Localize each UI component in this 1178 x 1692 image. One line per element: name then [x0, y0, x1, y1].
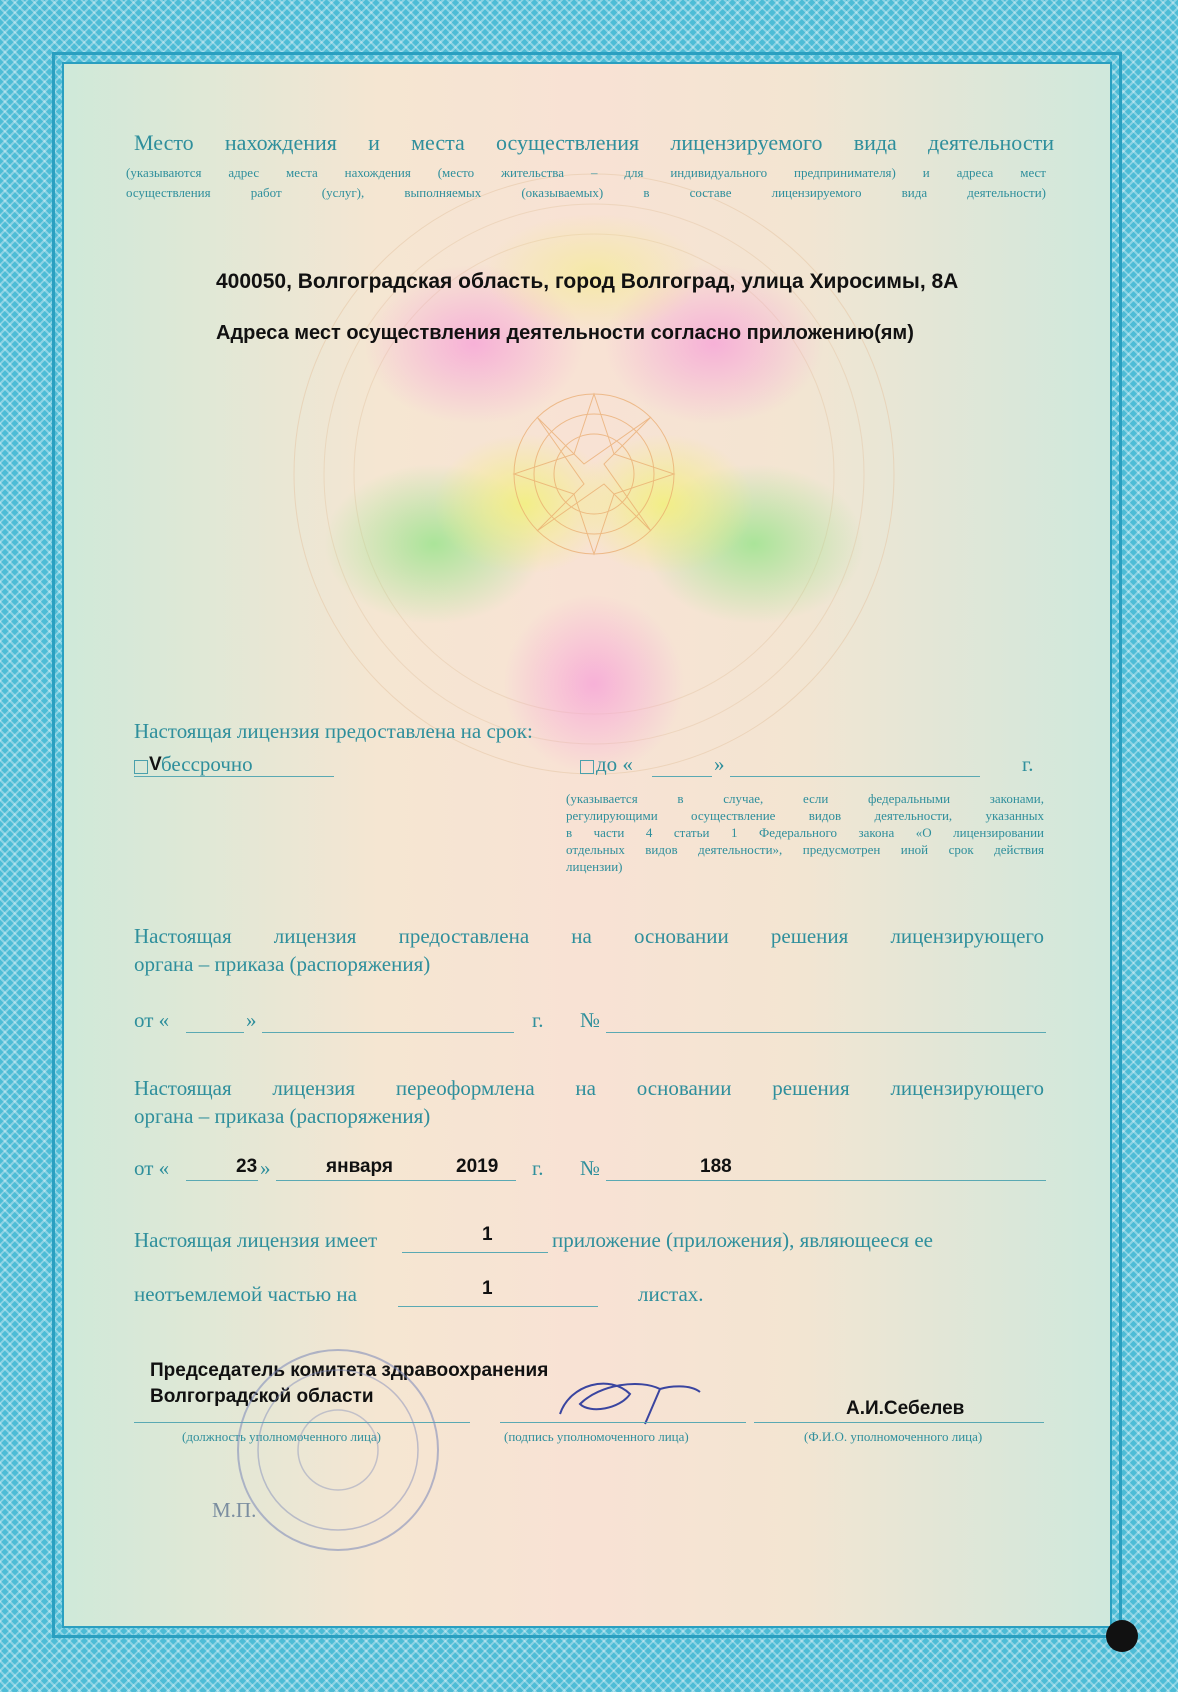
- appendix-line2-start: неотъемлемой частью на: [134, 1282, 357, 1306]
- until-day-line: [652, 776, 712, 777]
- until-date-line: [730, 776, 980, 777]
- section-subtitle-line2: осуществления работ (услуг), выполняемых (оказываемых) в составе лицензируемого вида деятельности): [126, 185, 1046, 200]
- signer-name: А.И.Себелев: [846, 1398, 965, 1419]
- signature-scribble-icon: [550, 1364, 710, 1434]
- caption-name: (Ф.И.О. уполномоченного лица): [804, 1429, 983, 1444]
- official-seal-icon: [228, 1340, 448, 1560]
- unlimited-underline: [134, 776, 334, 777]
- unlimited-label: бессрочно: [161, 752, 253, 776]
- appendix-count: 1: [482, 1224, 493, 1245]
- reissue-date-prefix: от «: [134, 1156, 170, 1180]
- appendix-sheets: 1: [482, 1278, 493, 1299]
- appendix-sheets-line: [398, 1306, 598, 1307]
- stamp-mark: М.П.: [212, 1498, 257, 1522]
- signer-position-line1: Председатель комитета здравоохранения: [150, 1360, 549, 1381]
- reissue-number: 188: [700, 1156, 732, 1177]
- reissue-line1: Настоящая лицензия переоформлена на основании решения лицензирующего: [134, 1076, 1044, 1100]
- basis-date-mid: »: [246, 1008, 257, 1032]
- name-line: [754, 1422, 1044, 1423]
- reissue-year-suffix: г.: [532, 1156, 544, 1180]
- caption-signature: (подпись уполномоченного лица): [504, 1429, 689, 1444]
- address-line2: Адреса мест осуществления деятельности согласно приложению(ям): [216, 322, 914, 344]
- appendix-line1-start: Настоящая лицензия имеет: [134, 1228, 378, 1252]
- term-note-line3: в части 4 статьи 1 Федерального закона «О лицензировании: [566, 825, 1044, 840]
- term-label: Настоящая лицензия предоставлена на срок:: [134, 719, 533, 743]
- term-note-line2: регулирующими осуществление видов деятельности, указанных: [566, 808, 1044, 823]
- basis-line2: органа – приказа (распоряжения): [134, 952, 431, 976]
- term-note-line4: отдельных видов деятельности», предусмотрен иной срок действия: [566, 842, 1044, 857]
- basis-date-line: [262, 1032, 514, 1033]
- until-checkbox: [580, 760, 594, 774]
- basis-number-sign: №: [580, 1008, 601, 1032]
- term-note-line1: (указывается в случае, если федеральными законами,: [566, 791, 1044, 806]
- guilloche-rosette-icon: [284, 144, 904, 784]
- basis-year-suffix: г.: [532, 1008, 544, 1032]
- until-suffix: г.: [1022, 752, 1034, 776]
- unlimited-checkbox: [134, 760, 148, 774]
- basis-date-prefix: от «: [134, 1008, 170, 1032]
- until-mid: »: [714, 752, 725, 776]
- caption-position: (должность уполномоченного лица): [182, 1429, 382, 1444]
- appendix-line2-end: листах.: [638, 1282, 704, 1306]
- section-subtitle-line1: (указываются адрес места нахождения (место жительства – для индивидуального предпринимателя) и адреса мест: [126, 165, 1046, 180]
- reissue-number-line: [606, 1180, 1046, 1181]
- appendix-line1-end: приложение (приложения), являющееся ее: [552, 1228, 933, 1252]
- corner-hole-icon: [1106, 1620, 1138, 1652]
- document-sheet: [62, 62, 1112, 1628]
- basis-day-line: [186, 1032, 244, 1033]
- section-title: Место нахождения и места осуществления лицензируемого вида деятельности: [134, 130, 1054, 155]
- basis-number-line: [606, 1032, 1046, 1033]
- unlimited-checkmark: V: [149, 754, 162, 775]
- term-note-line5: лицензии): [566, 859, 623, 874]
- reissue-month: января: [326, 1156, 394, 1177]
- reissue-day: 23: [236, 1156, 258, 1177]
- reissue-number-sign: №: [580, 1156, 601, 1180]
- appendix-count-line: [402, 1252, 548, 1253]
- address-line1: 400050, Волгоградская область, город Волгоград, улица Хиросимы, 8А: [216, 270, 959, 293]
- reissue-date-line: [276, 1180, 516, 1181]
- until-prefix: до «: [596, 752, 633, 776]
- reissue-line2: органа – приказа (распоряжения): [134, 1104, 431, 1128]
- reissue-date-mid: »: [260, 1156, 271, 1180]
- basis-line1: Настоящая лицензия предоставлена на основании решения лицензирующего: [134, 924, 1044, 948]
- reissue-year: 2019: [456, 1156, 499, 1177]
- signer-position-line2: Волгоградской области: [150, 1386, 374, 1407]
- signature-line: [500, 1422, 746, 1423]
- reissue-day-line: [186, 1180, 258, 1181]
